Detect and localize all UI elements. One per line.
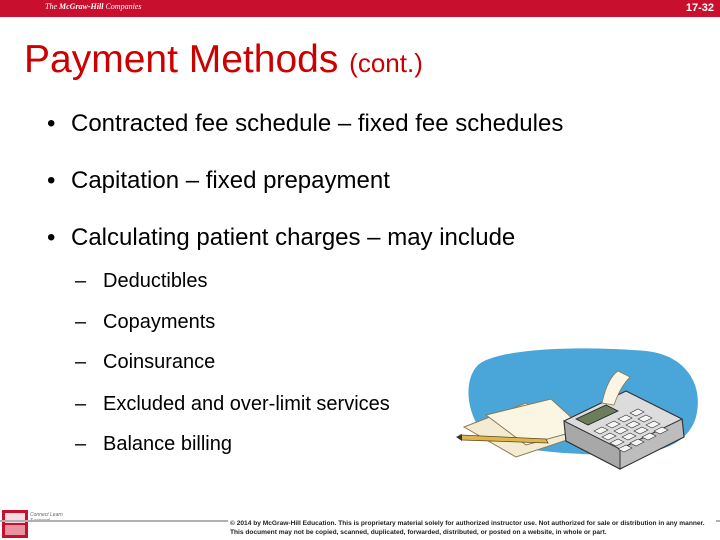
bullet-text: Capitation – fixed prepayment [71,167,390,194]
pencil-tip [456,434,462,441]
sub-bullet-text: Copayments [103,311,216,333]
brand-prefix: The [45,2,57,11]
bullet-item [47,110,563,138]
bullet-marker: • [47,167,56,194]
slide-title-sub: (cont.) [349,48,423,78]
bullet-item [47,224,515,252]
sub-bullet-marker: – [75,433,87,455]
bullet-item [47,167,390,195]
bullet-text: Calculating patient charges – may include [71,224,516,251]
sub-bullet-item [75,433,232,456]
sub-bullet-marker: – [75,270,87,292]
slide-title-main: Payment Methods [24,38,339,81]
sub-bullet-text: Balance billing [103,433,232,455]
sub-bullet-text: Excluded and over-limit services [103,393,390,415]
sub-bullet-item [75,393,390,416]
sub-bullet-text: Coinsurance [103,351,216,373]
brand-wordmark [45,2,141,11]
sub-bullet-item [75,351,215,374]
footer-tagline: Connect Learn [30,512,63,518]
calculator-paper-clipart-icon [456,345,706,475]
footer-copyright: © 2014 by McGraw-Hill Education. This is proprietary material solely for authorized instructor use. Not authorized for sale or distribution in any manner. This document may not be copied, scanned, duplicated, forwarded, distributed, or posted on a website, in whole or part. [228,519,716,537]
brand-suffix: Companies [105,2,142,11]
sub-bullet-item [75,311,215,334]
sub-bullet-marker: – [75,393,87,415]
bullet-text: Contracted fee schedule – fixed fee schedules [71,110,564,137]
header-bar [0,0,720,17]
mcgraw-hill-logo-icon [2,510,28,538]
brand-name: McGraw-Hill [59,2,104,11]
bullet-marker: • [47,110,56,137]
bullet-marker: • [47,224,56,251]
sub-bullet-item [75,270,208,293]
sub-bullet-marker: – [75,311,87,333]
sub-bullet-text: Deductibles [103,270,208,292]
slide-title [24,38,423,82]
sub-bullet-marker: – [75,351,87,373]
slide-number: 17-32 [685,2,714,14]
